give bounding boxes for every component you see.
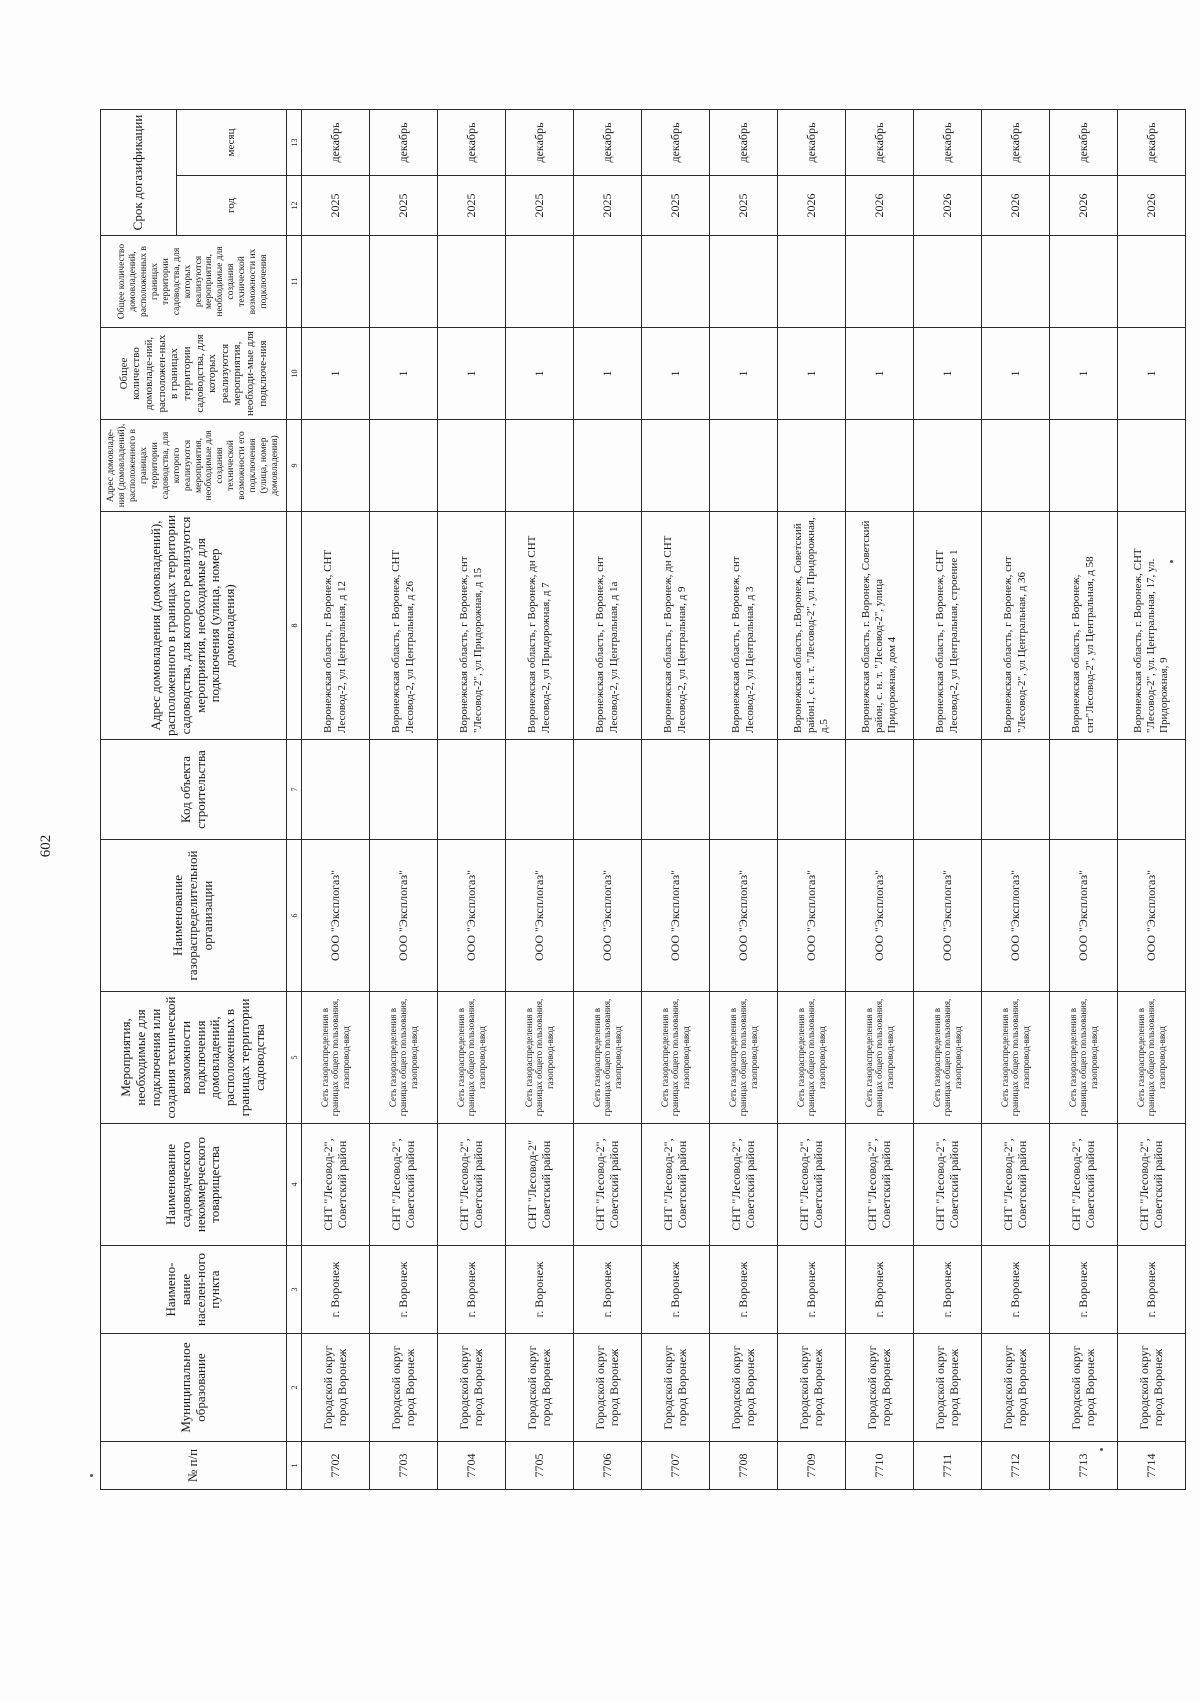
page-number: 602 xyxy=(38,834,54,858)
measures-cell: Сеть газораспределения в границах общего пользования, газопровод-ввод xyxy=(574,992,642,1124)
address2-cell xyxy=(1050,420,1118,512)
address-cell: Воронежская область, г Воронеж, снт "Лесовод-2", ул Центральная, д 36 xyxy=(982,512,1050,740)
code-cell xyxy=(914,740,982,840)
header-address2: Адрес домовладе-ния (домовладений), расположенного в границах территории садоводства, для которого реализуются мероприятия, необходимые для создания технической возможности его подключения (улица, номер домовладения) xyxy=(101,420,287,512)
table-row xyxy=(710,110,778,1490)
measures-cell: Сеть газораспределения в границах общего пользования, газопровод-ввод xyxy=(642,992,710,1124)
code-cell xyxy=(982,740,1050,840)
month-cell: декабрь xyxy=(1118,110,1186,176)
org-cell: ООО "Эксплогаз" xyxy=(574,840,642,992)
count-create-cell xyxy=(710,236,778,328)
address2-cell xyxy=(642,420,710,512)
row-number: 7704 xyxy=(438,1442,506,1490)
address2-cell xyxy=(778,420,846,512)
year-cell: 2026 xyxy=(778,176,846,236)
snt-cell: СНТ "Лесовод-2", Советский район xyxy=(642,1124,710,1246)
address-cell: Воронежская область, г. Воронеж, СНТ "Лесовод-2", ул. Центральная, 17, ул. Придорожная, 9 xyxy=(1118,512,1186,740)
month-cell: декабрь xyxy=(506,110,574,176)
count-create-cell xyxy=(914,236,982,328)
measures-cell: Сеть газораспределения в границах общего пользования, газопровод-ввод xyxy=(914,992,982,1124)
address-cell: Воронежская область, г Воронеж, снт Лесовод-2, ул Центральная, д 3 xyxy=(710,512,778,740)
org-cell: ООО "Эксплогаз" xyxy=(438,840,506,992)
settlement-cell: г. Воронеж xyxy=(1050,1246,1118,1334)
org-cell: ООО "Эксплогаз" xyxy=(302,840,370,992)
column-number: 6 xyxy=(287,840,302,992)
address2-cell xyxy=(982,420,1050,512)
snt-cell: СНТ "Лесовод-2", Советский район xyxy=(438,1124,506,1246)
month-cell: декабрь xyxy=(710,110,778,176)
address-cell: Воронежская область, г Воронеж, снт"Лесовод-2", ул Центральная, д 58 xyxy=(1050,512,1118,740)
scan-speck xyxy=(1170,560,1173,563)
snt-cell: СНТ "Лесовод-2", Советский район xyxy=(574,1124,642,1246)
row-number: 7713 xyxy=(1050,1442,1118,1490)
column-number: 10 xyxy=(287,328,302,420)
address2-cell xyxy=(574,420,642,512)
settlement-cell: г. Воронеж xyxy=(778,1246,846,1334)
snt-cell: СНТ "Лесовод-2", Советский район xyxy=(370,1124,438,1246)
org-cell: ООО "Эксплогаз" xyxy=(642,840,710,992)
year-cell: 2025 xyxy=(710,176,778,236)
snt-cell: СНТ "Лесовод-2" Советский район xyxy=(506,1124,574,1246)
measures-cell: Сеть газораспределения в границах общего пользования, газопровод-ввод xyxy=(982,992,1050,1124)
municipality-cell: Городской округ город Воронеж xyxy=(982,1334,1050,1442)
snt-cell: СНТ "Лесовод-2", Советский район xyxy=(302,1124,370,1246)
address-cell: Воронежская область, г Воронеж, дн СНТ Лесовод-2, ул Придорожная, д 7 xyxy=(506,512,574,740)
column-number: 1 xyxy=(287,1442,302,1490)
count-connect-cell: 1 xyxy=(506,328,574,420)
table-row xyxy=(914,110,982,1490)
table-row xyxy=(370,110,438,1490)
org-cell: ООО "Эксплогаз" xyxy=(914,840,982,992)
code-cell xyxy=(846,740,914,840)
settlement-cell: г. Воронеж xyxy=(846,1246,914,1334)
row-number: 7707 xyxy=(642,1442,710,1490)
header-num: № п/п xyxy=(101,1442,287,1490)
org-cell: ООО "Эксплогаз" xyxy=(710,840,778,992)
header-municipality: Муниципальное образование xyxy=(101,1334,287,1442)
snt-cell: СНТ "Лесовод-2", Советский район xyxy=(914,1124,982,1246)
column-number: 11 xyxy=(287,236,302,328)
measures-cell: Сеть газораспределения в границах общего пользования, газопровод-ввод xyxy=(506,992,574,1124)
year-cell: 2025 xyxy=(438,176,506,236)
address2-cell xyxy=(1118,420,1186,512)
org-cell: ООО "Эксплогаз" xyxy=(370,840,438,992)
count-create-cell xyxy=(574,236,642,328)
column-number: 2 xyxy=(287,1334,302,1442)
count-connect-cell: 1 xyxy=(982,328,1050,420)
snt-cell: СНТ "Лесовод-2", Советский район xyxy=(846,1124,914,1246)
count-connect-cell: 1 xyxy=(370,328,438,420)
address2-cell xyxy=(370,420,438,512)
header-count-create: Общее количество домовладений, расположенных в границах территории садоводства, для которых реализуются мероприятия, необходимые для создания технической возможности их подключения xyxy=(101,236,287,328)
year-cell: 2025 xyxy=(370,176,438,236)
table-row xyxy=(846,110,914,1490)
count-create-cell xyxy=(370,236,438,328)
table-row xyxy=(438,110,506,1490)
snt-cell: СНТ "Лесовод-2", Советский район xyxy=(1118,1124,1186,1246)
settlement-cell: г. Воронеж xyxy=(1118,1246,1186,1334)
header-address: Адрес домовладения (домовладений), расположенного в границах территории садоводства, для которого реализуются мероприятия, необходимые для подключения (улица, номер домовладения) xyxy=(101,512,287,740)
count-connect-cell: 1 xyxy=(846,328,914,420)
year-cell: 2026 xyxy=(1118,176,1186,236)
address-cell: Воронежская область, г Воронеж, дн СНТ Лесовод-2, ул Центральная, д 9 xyxy=(642,512,710,740)
address-cell: Воронежская область, г Воронеж, СНТ Лесовод-2, ул Центральная, строение 1 xyxy=(914,512,982,740)
year-cell: 2025 xyxy=(642,176,710,236)
header-code: Код объекта строительства xyxy=(101,740,287,840)
municipality-cell: Городской округ город Воронеж xyxy=(710,1334,778,1442)
count-create-cell xyxy=(642,236,710,328)
column-number: 9 xyxy=(287,420,302,512)
settlement-cell: г. Воронеж xyxy=(642,1246,710,1334)
table-row xyxy=(642,110,710,1490)
row-number: 7702 xyxy=(302,1442,370,1490)
year-cell: 2026 xyxy=(846,176,914,236)
column-number: 4 xyxy=(287,1124,302,1246)
address2-cell xyxy=(846,420,914,512)
code-cell xyxy=(778,740,846,840)
table-row xyxy=(574,110,642,1490)
municipality-cell: Городской округ город Воронеж xyxy=(642,1334,710,1442)
code-cell xyxy=(438,740,506,840)
address2-cell xyxy=(302,420,370,512)
row-number: 7710 xyxy=(846,1442,914,1490)
snt-cell: СНТ "Лесовод-2", Советский район xyxy=(1050,1124,1118,1246)
table-header xyxy=(101,110,302,1490)
year-cell: 2025 xyxy=(574,176,642,236)
column-number: 8 xyxy=(287,512,302,740)
count-connect-cell: 1 xyxy=(302,328,370,420)
year-cell: 2025 xyxy=(506,176,574,236)
measures-cell: Сеть газораспределения в границах общего пользования, газопровод-ввод xyxy=(846,992,914,1124)
month-cell: декабрь xyxy=(982,110,1050,176)
year-cell: 2025 xyxy=(302,176,370,236)
address2-cell xyxy=(438,420,506,512)
measures-cell: Сеть газораспределения в границах общего пользования, газопровод-ввод xyxy=(1050,992,1118,1124)
year-cell: 2026 xyxy=(914,176,982,236)
address2-cell xyxy=(710,420,778,512)
municipality-cell: Городской округ город Воронеж xyxy=(914,1334,982,1442)
code-cell xyxy=(302,740,370,840)
count-create-cell xyxy=(1050,236,1118,328)
settlement-cell: г. Воронеж xyxy=(438,1246,506,1334)
settlement-cell: г. Воронеж xyxy=(370,1246,438,1334)
month-cell: декабрь xyxy=(438,110,506,176)
settlement-cell: г. Воронеж xyxy=(982,1246,1050,1334)
table-row xyxy=(982,110,1050,1490)
month-cell: декабрь xyxy=(914,110,982,176)
measures-cell: Сеть газораспределения в границах общего пользования, газопровод-ввод xyxy=(778,992,846,1124)
scan-speck xyxy=(90,1474,93,1477)
code-cell xyxy=(1118,740,1186,840)
header-settlement: Наимено-вание населен-ного пункта xyxy=(101,1246,287,1334)
count-create-cell xyxy=(438,236,506,328)
measures-cell: Сеть газораспределения в границах общего пользования, газопровод-ввод xyxy=(302,992,370,1124)
header-year: год xyxy=(177,176,287,236)
municipality-cell: Городской округ город Воронеж xyxy=(438,1334,506,1442)
count-create-cell xyxy=(506,236,574,328)
table-row xyxy=(778,110,846,1490)
snt-cell: СНТ "Лесовод-2", Советский район xyxy=(778,1124,846,1246)
count-connect-cell: 1 xyxy=(778,328,846,420)
org-cell: ООО "Эксплогаз" xyxy=(846,840,914,992)
row-number: 7706 xyxy=(574,1442,642,1490)
row-number: 7709 xyxy=(778,1442,846,1490)
row-number: 7708 xyxy=(710,1442,778,1490)
count-create-cell xyxy=(778,236,846,328)
scan-speck xyxy=(1100,1448,1103,1451)
column-number: 7 xyxy=(287,740,302,840)
count-create-cell xyxy=(1118,236,1186,328)
settlement-cell: г. Воронеж xyxy=(574,1246,642,1334)
municipality-cell: Городской округ город Воронеж xyxy=(1118,1334,1186,1442)
municipality-cell: Городской округ город Воронеж xyxy=(1050,1334,1118,1442)
address-cell: Воронежская область, г Воронеж, снт Лесовод-2, ул Центральная, д 1а xyxy=(574,512,642,740)
settlement-cell: г. Воронеж xyxy=(710,1246,778,1334)
count-connect-cell: 1 xyxy=(574,328,642,420)
code-cell xyxy=(370,740,438,840)
code-cell xyxy=(710,740,778,840)
month-cell: декабрь xyxy=(302,110,370,176)
address-cell: Воронежская область, г. Воронеж, Советский район, с. н. т. "Лесовод-2", улица Придорожная, дом 4 xyxy=(846,512,914,740)
address-cell: Воронежская область, г Воронеж, снт "Лесовод-2", ул Придорожная, д 15 xyxy=(438,512,506,740)
row-number: 7714 xyxy=(1118,1442,1186,1490)
month-cell: декабрь xyxy=(846,110,914,176)
org-cell: ООО "Эксплогаз" xyxy=(1118,840,1186,992)
measures-cell: Сеть газораспределения в границах общего пользования, газопровод-ввод xyxy=(370,992,438,1124)
table-row xyxy=(506,110,574,1490)
header-org: Наименование газораспределительной организации xyxy=(101,840,287,992)
header-snt: Наименование садоводческого некоммерческого товарищества xyxy=(101,1124,287,1246)
municipality-cell: Городской округ город Воронеж xyxy=(846,1334,914,1442)
month-cell: декабрь xyxy=(642,110,710,176)
count-connect-cell: 1 xyxy=(914,328,982,420)
municipality-cell: Городской округ город Воронеж xyxy=(370,1334,438,1442)
column-number: 3 xyxy=(287,1246,302,1334)
header-count-connect: Общее количество домовладе-ний, расположен-ных в границах территории садоводства, для которых реализуются мероприятия, необходи-мые для подключе-ния xyxy=(101,328,287,420)
column-number: 12 xyxy=(287,176,302,236)
rotated-table-wrapper xyxy=(100,110,1200,1490)
address-cell: Воронежская область, г Воронеж, СНТ Лесовод-2, ул Центральная, д 26 xyxy=(370,512,438,740)
count-create-cell xyxy=(302,236,370,328)
table-row xyxy=(1118,110,1186,1490)
table-row xyxy=(302,110,370,1490)
month-cell: декабрь xyxy=(778,110,846,176)
count-connect-cell: 1 xyxy=(438,328,506,420)
code-cell xyxy=(574,740,642,840)
row-number: 7711 xyxy=(914,1442,982,1490)
row-number: 7705 xyxy=(506,1442,574,1490)
municipality-cell: Городской округ город Воронеж xyxy=(574,1334,642,1442)
settlement-cell: г. Воронеж xyxy=(302,1246,370,1334)
code-cell xyxy=(1050,740,1118,840)
month-cell: декабрь xyxy=(370,110,438,176)
org-cell: ООО "Эксплогаз" xyxy=(778,840,846,992)
gasification-table xyxy=(100,109,1186,1490)
row-number: 7703 xyxy=(370,1442,438,1490)
municipality-cell: Городской округ город Воронеж xyxy=(302,1334,370,1442)
address-cell: Воронежская область, г.Воронеж, Советский район1, с. н. т. "Лесовод-2", ул. Придорожная, д.5 xyxy=(778,512,846,740)
code-cell xyxy=(506,740,574,840)
code-cell xyxy=(642,740,710,840)
settlement-cell: г. Воронеж xyxy=(914,1246,982,1334)
municipality-cell: Городской округ город Воронеж xyxy=(506,1334,574,1442)
snt-cell: СНТ "Лесовод-2", Советский район xyxy=(982,1124,1050,1246)
address2-cell xyxy=(914,420,982,512)
snt-cell: СНТ "Лесовод-2", Советский район xyxy=(710,1124,778,1246)
measures-cell: Сеть газораспределения в границах общего пользования, газопровод-ввод xyxy=(438,992,506,1124)
org-cell: ООО "Эксплогаз" xyxy=(982,840,1050,992)
table-row xyxy=(1050,110,1118,1490)
count-connect-cell: 1 xyxy=(1050,328,1118,420)
table-body xyxy=(302,110,1186,1490)
address-cell: Воронежская область, г Воронеж, СНТ Лесовод-2, ул Центральная, д 12 xyxy=(302,512,370,740)
header-deadline: Срок догазификации xyxy=(101,110,177,236)
count-connect-cell: 1 xyxy=(710,328,778,420)
year-cell: 2026 xyxy=(1050,176,1118,236)
municipality-cell: Городской округ город Воронеж xyxy=(778,1334,846,1442)
settlement-cell: г. Воронеж xyxy=(506,1246,574,1334)
org-cell: ООО "Эксплогаз" xyxy=(1050,840,1118,992)
measures-cell: Сеть газораспределения в границах общего пользования, газопровод-ввод xyxy=(710,992,778,1124)
month-cell: декабрь xyxy=(574,110,642,176)
count-create-cell xyxy=(846,236,914,328)
count-connect-cell: 1 xyxy=(1118,328,1186,420)
row-number: 7712 xyxy=(982,1442,1050,1490)
column-number: 5 xyxy=(287,992,302,1124)
header-measures: Мероприятия, необходимые для подключения или создания технической возможности подключения домовладений, расположенных в границах территории садоводства xyxy=(101,992,287,1124)
column-number: 13 xyxy=(287,110,302,176)
org-cell: ООО "Эксплогаз" xyxy=(506,840,574,992)
year-cell: 2026 xyxy=(982,176,1050,236)
month-cell: декабрь xyxy=(1050,110,1118,176)
count-connect-cell: 1 xyxy=(642,328,710,420)
column-numbers-row xyxy=(287,110,302,1490)
measures-cell: Сеть газораспределения в границах общего пользования, газопровод-ввод xyxy=(1118,992,1186,1124)
count-create-cell xyxy=(982,236,1050,328)
header-month: месяц xyxy=(177,110,287,176)
address2-cell xyxy=(506,420,574,512)
